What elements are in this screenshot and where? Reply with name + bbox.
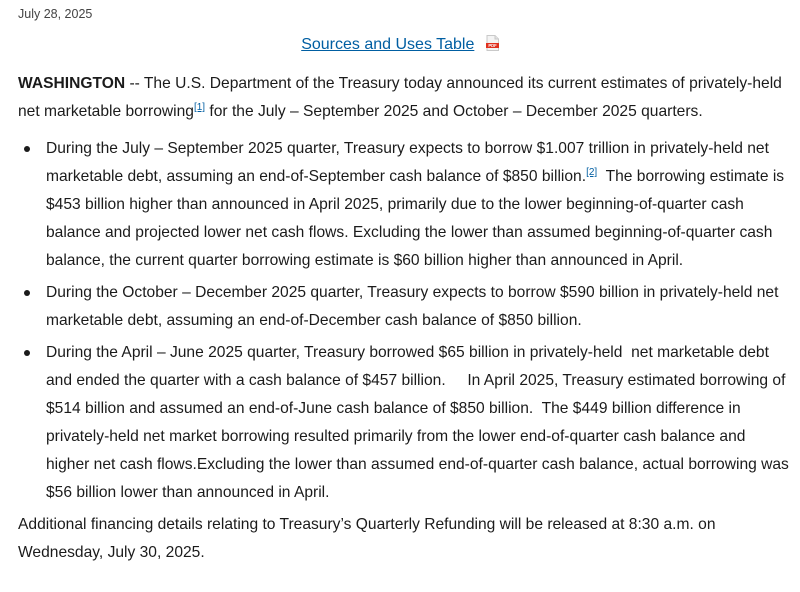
jul-sep-text-before: During the July – September 2025 quarter, Treasury expects to borrow $1.007 trillion in privately-held net marketable debt, assuming an end-of-September cash balance of $850 billion. — [46, 140, 769, 185]
pdf-icon-label: PDF — [488, 43, 497, 49]
list-item-jul-sep — [46, 135, 794, 275]
list-item-oct-dec — [46, 279, 794, 335]
borrowing-estimates-list — [18, 135, 794, 507]
pdf-icon[interactable] — [486, 35, 499, 51]
intro-text-before: -- The U.S. Department of the Treasury today announced its current estimates of privately-held net marketable borrowing — [18, 75, 782, 120]
oct-dec-text: During the October – December 2025 quarter, Treasury expects to borrow $590 billion in privately-held net marketable debt, assuming an end-of-December cash balance of $850 billion. — [46, 284, 779, 329]
intro-text-after: for the July – September 2025 and October – December 2025 quarters. — [205, 103, 703, 120]
footnote-1-link[interactable]: [1] — [193, 102, 206, 113]
publish-date: July 28, 2025 — [18, 7, 93, 21]
footnote-2-link[interactable]: [2] — [586, 167, 598, 178]
bullet-dot — [24, 290, 30, 296]
press-release-body — [18, 70, 794, 567]
closing-paragraph: Additional financing details relating to Treasury’s Quarterly Refunding will be released at 8:30 a.m. on Wednesday, July 30, 2025. — [18, 516, 716, 561]
bullet-dot — [24, 350, 30, 356]
apr-jun-text: During the April – June 2025 quarter, Treasury borrowed $65 billion in privately-held net marketable debt and ended the quarter with a cash balance of $457 billion. In April 2025, Treasury estimated borrowing of $514 billion and assumed an end-of-June cash balance of $850 billion. The $449 billion difference in privately-held net market borrowing resulted primarily from the lower end-of-quarter cash balance and higher net cash flows.Excluding the lower than assumed end-of-quarter cash balance, actual borrowing was $56 billion lower than announced in April. — [46, 344, 794, 501]
dateline: WASHINGTON — [18, 75, 126, 92]
sources-and-uses-link[interactable]: Sources and Uses Table — [301, 36, 475, 53]
intro-paragraph — [18, 70, 794, 126]
bullet-dot — [24, 146, 30, 152]
sources-link-row — [0, 35, 800, 54]
jul-sep-text-after: The borrowing estimate is $453 billion higher than announced in April 2025, primarily due to the lower beginning-of-quarter cash balance and projected lower net cash flows. Excluding the lower than assumed beginning-of-quarter cash balance, the current quarter borrowing estimate is $60 billion higher than announced in April. — [46, 168, 789, 269]
list-item-apr-jun — [46, 339, 794, 507]
